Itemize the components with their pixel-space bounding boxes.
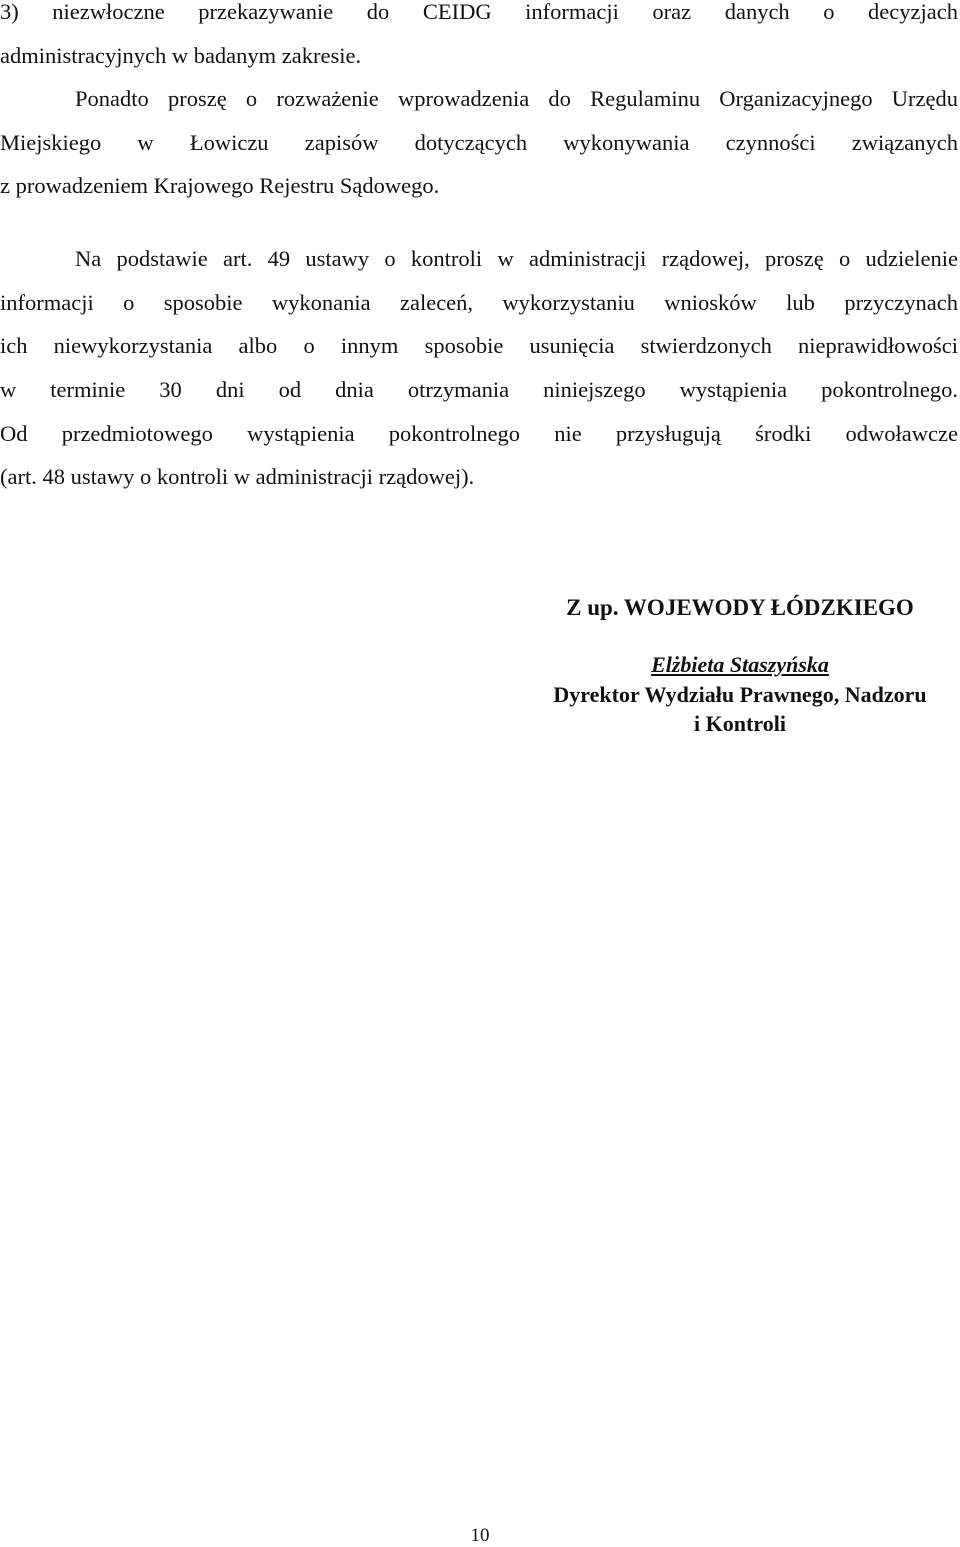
signature-authority: Z up. WOJEWODY ŁÓDZKIEGO <box>566 595 914 620</box>
signature-name: Elżbieta Staszyńska <box>651 652 829 677</box>
list-item-3-line-2: administracyjnych w badanym zakresie. <box>0 43 362 68</box>
paragraph-regulamin-line-3: z prowadzeniem Krajowego Rejestru Sądowego. <box>0 173 440 198</box>
paragraph-art49-line-6: (art. 48 ustawy o kontroli w administracji rządowej). <box>0 464 475 489</box>
signature-title-line-1: Dyrektor Wydziału Prawnego, Nadzoru <box>553 682 927 707</box>
paragraph-art49-line-5: Od przedmiotowego wystąpienia pokontrolnego nie przysługują środki odwoławcze <box>0 421 958 446</box>
paragraph-regulamin-line-2: Miejskiego w Łowiczu zapisów dotyczących wykonywania czynności związanych <box>0 130 958 155</box>
signature-title-line-2: i Kontroli <box>694 711 786 736</box>
paragraph-art49-line-3: ich niewykorzystania albo o innym sposobie usunięcia stwierdzonych nieprawidłowości <box>0 333 958 358</box>
paragraph-regulamin-line-1: Ponadto proszę o rozważenie wprowadzenia do Regulaminu Organizacyjnego Urzędu <box>75 86 958 111</box>
page-number: 10 <box>470 1525 490 1546</box>
paragraph-art49-line-2: informacji o sposobie wykonania zaleceń, wykorzystaniu wniosków lub przyczynach <box>0 290 958 315</box>
paragraph-art49-line-4: w terminie 30 dni od dnia otrzymania niniejszego wystąpienia pokontrolnego. <box>0 377 958 402</box>
list-item-3-line-1: 3) niezwłoczne przekazywanie do CEIDG informacji oraz danych o decyzjach <box>0 0 958 24</box>
paragraph-art49-line-1: Na podstawie art. 49 ustawy o kontroli w administracji rządowej, proszę o udzielenie <box>75 246 958 271</box>
